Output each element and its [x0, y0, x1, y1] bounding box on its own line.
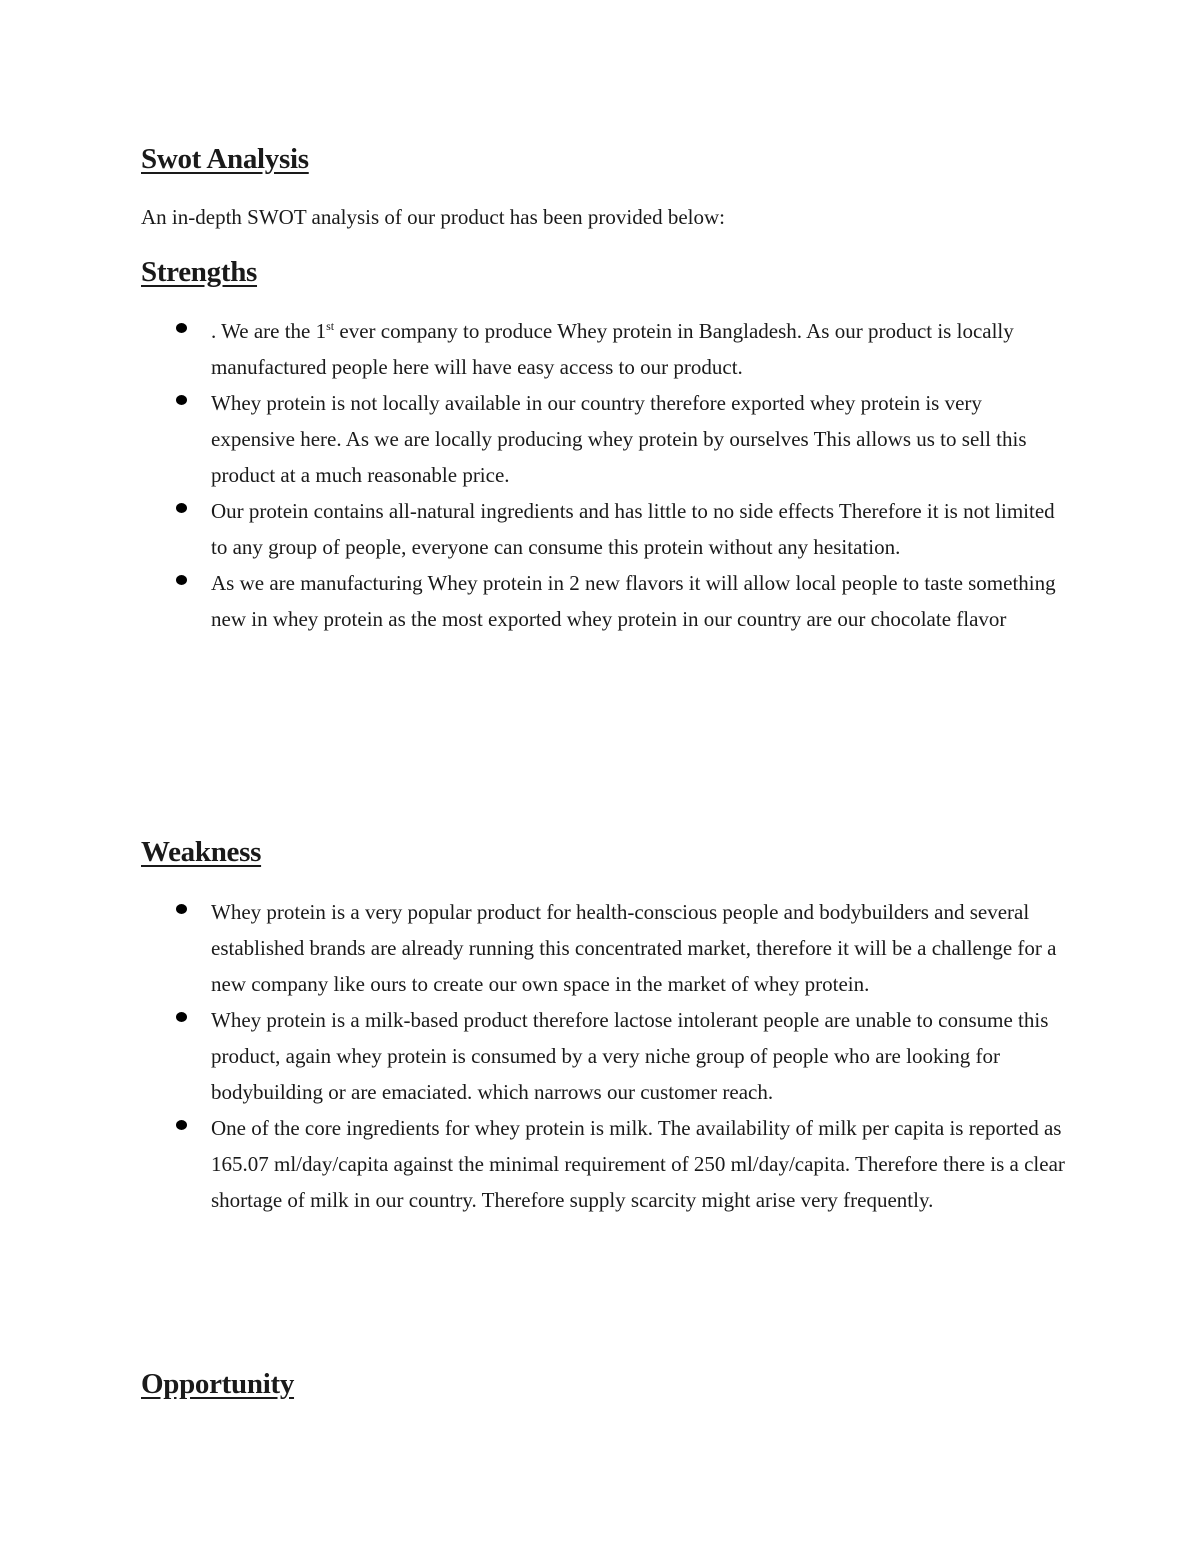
list-item: One of the core ingredients for whey protein is milk. The availability of milk per capita is reported as 165.07 ml/day/capita against the minimal requirement of 250 ml/day/capita. Therefore there is a clear shortage of milk in our country. Therefore supply scarcity might arise very frequently.: [141, 1110, 1071, 1218]
page-title: Swot Analysis: [141, 143, 309, 175]
list-item: Whey protein is a very popular product for health-conscious people and bodybuilders and several established brands are already running this concentrated market, therefore it will be a challenge for a new company like ours to create our own space in the market of whey protein.: [141, 894, 1071, 1002]
list-item: Our protein contains all-natural ingredients and has little to no side effects Therefore it is not limited to any group of people, everyone can consume this protein without any hesitation.: [141, 493, 1071, 565]
weakness-list: [141, 894, 1071, 1218]
list-item: Whey protein is a milk-based product therefore lactose intolerant people are unable to consume this product, again whey protein is consumed by a very niche group of people who are looking for bodybuilding or are emaciated. which narrows our customer reach.: [141, 1002, 1071, 1110]
opportunity-heading: Opportunity: [141, 1368, 295, 1400]
list-item: Whey protein is not locally available in our country therefore exported whey protein is very expensive here. As we are locally producing whey protein by ourselves This allows us to sell this product at a much reasonable price.: [141, 385, 1071, 493]
list-item-text: ever company to produce Whey protein in Bangladesh. As our product is locally manufactured people here will have easy access to our product.: [211, 319, 1014, 379]
weakness-heading: Weakness: [141, 836, 262, 868]
strengths-list: [141, 313, 1071, 637]
list-item: [141, 313, 1071, 385]
list-item: As we are manufacturing Whey protein in 2 new flavors it will allow local people to taste something new in whey protein as the most exported whey protein in our country are our chocolate flavor: [141, 565, 1071, 637]
intro-paragraph: An in-depth SWOT analysis of our product has been provided below:: [141, 205, 725, 229]
superscript: st: [326, 319, 335, 333]
list-item-prefix: . We are the 1: [211, 319, 327, 343]
strengths-heading: Strengths: [141, 256, 258, 288]
